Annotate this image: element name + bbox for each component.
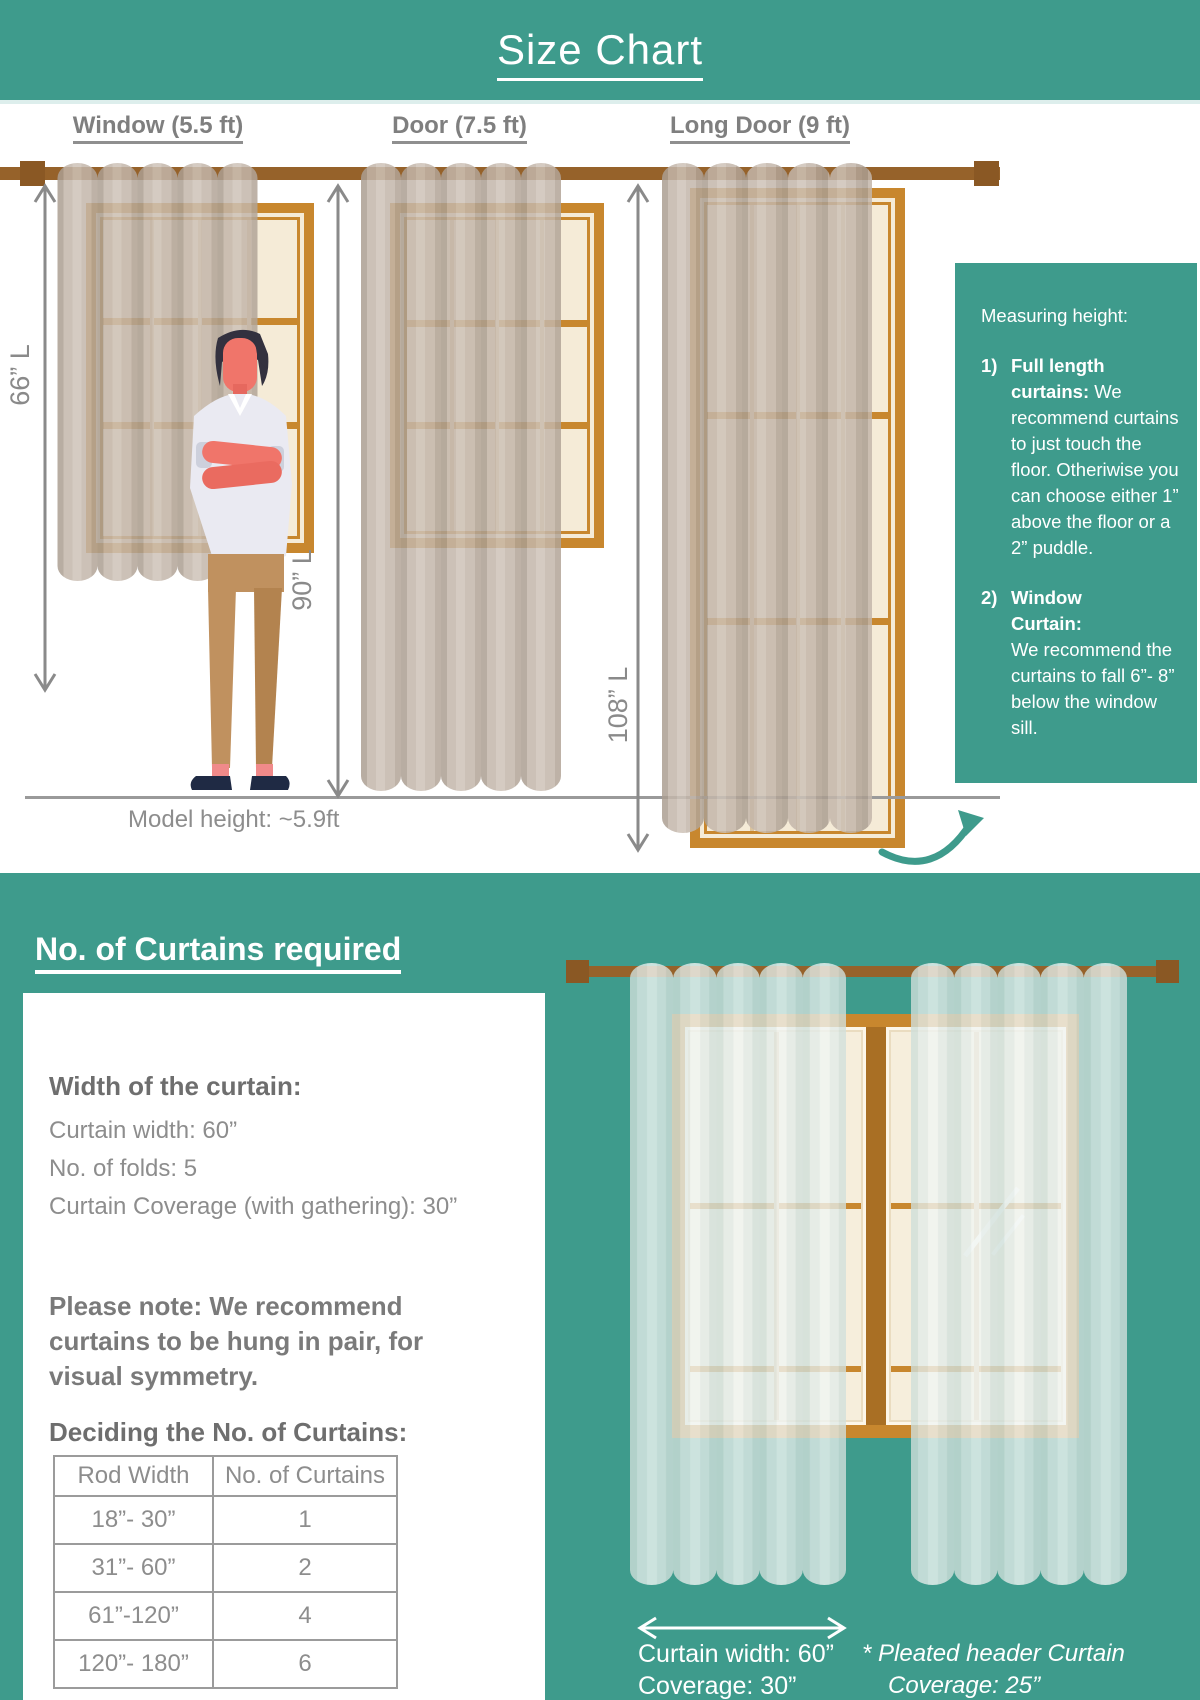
curved-arrow-icon (872, 800, 997, 866)
width-title: Width of the curtain: (49, 1071, 302, 1101)
length-arrow-66-icon (32, 182, 58, 694)
measuring-item-1: 1) Full length curtains: We recommend curtains to just touch the floor. Otheriwise you can choose either 1” above the floor or a 2” puddle. (981, 355, 1179, 558)
col-rod-width: Rod Width (54, 1456, 213, 1496)
measuring-title: Measuring height: (981, 305, 1129, 326)
length-label-90: 90” L (287, 549, 317, 611)
rod-finial-right (974, 161, 999, 186)
window-mullion (866, 1027, 886, 1425)
label-door: Door (7.5 ft) (352, 112, 567, 140)
coverage-line: Curtain Coverage (with gathering): 30” (49, 1193, 458, 1220)
sheer-curtain-left (630, 948, 846, 1600)
length-arrow-90-icon (325, 182, 351, 800)
table-row: 61”-120” 4 (54, 1592, 397, 1640)
measuring-height-box (955, 263, 1197, 783)
label-window: Window (5.5 ft) (57, 112, 259, 140)
table-row: 31”- 60” 2 (54, 1544, 397, 1592)
label-long-door: Long Door (9 ft) (640, 112, 880, 140)
rod-finial-left (566, 960, 589, 983)
pair-note: Please note: We recommend curtains to be hung in pair, for visual symmetry. (49, 1291, 424, 1391)
measuring-item-2: 2) Window Curtain: We recommend the curtains to fall 6”- 8” below the window sill. (981, 587, 1175, 738)
curtain-length-diagram (0, 100, 1200, 873)
model-height-label: Model height: ~5.9ft (128, 806, 340, 833)
curtain-width-line: Curtain width: 60” (49, 1117, 238, 1144)
table-header-row (54, 1456, 397, 1496)
bottom-heading: No. of Curtains required (35, 931, 401, 968)
info-panel (23, 993, 545, 1700)
sheer-curtain-right (911, 948, 1127, 1600)
page-title: Size Chart (497, 26, 703, 74)
curtain-90in (360, 148, 562, 806)
model-figure (158, 324, 322, 796)
header-bar (0, 0, 1200, 100)
table-row: 120”- 180” 6 (54, 1640, 397, 1688)
curtain-108in (662, 148, 872, 848)
rod-finial-right (1156, 960, 1179, 983)
curtain-count-table (53, 1455, 398, 1689)
length-label-108: 108” L (603, 666, 633, 744)
table-row: 18”- 30” 1 (54, 1496, 397, 1544)
curtain-count-section (0, 873, 1200, 1700)
length-label-66: 66” L (5, 344, 35, 406)
pleated-note: * Pleated header Curtain Coverage: 25” (862, 1640, 1125, 1699)
folds-line: No. of folds: 5 (49, 1155, 198, 1182)
col-no-curtains: No. of Curtains (213, 1456, 397, 1496)
curtain-width-label: Curtain width: 60” Coverage: 30” (638, 1640, 834, 1700)
table-title: Deciding the No. of Curtains: (49, 1417, 408, 1447)
